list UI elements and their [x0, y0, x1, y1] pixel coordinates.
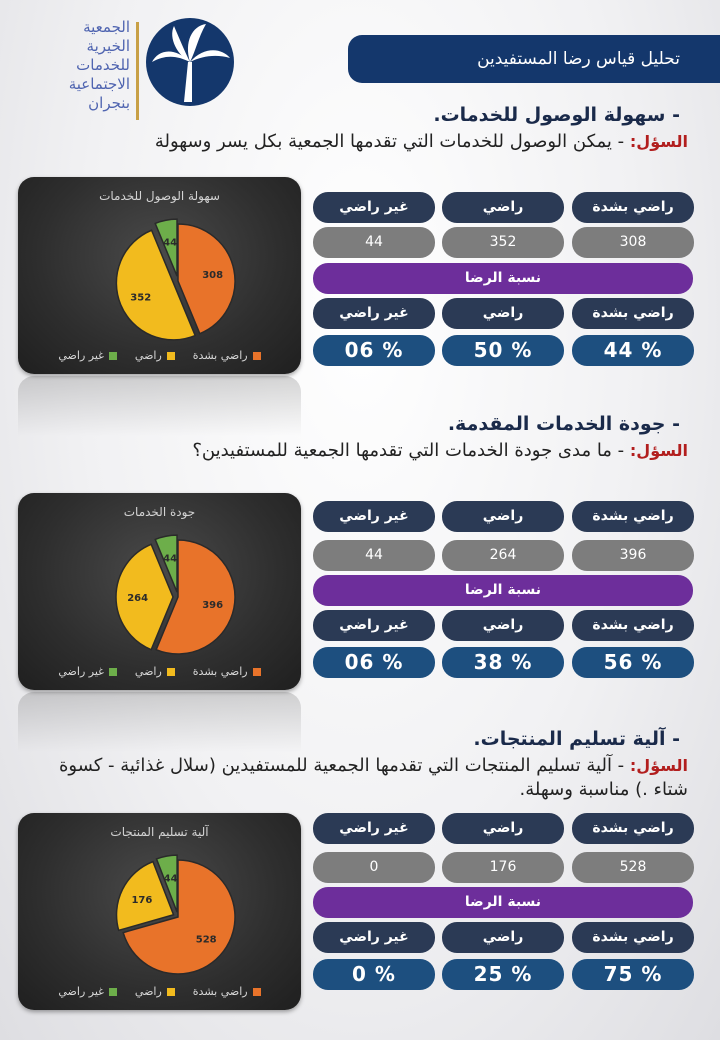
header-very-satisfied: راضي بشدة — [572, 922, 694, 953]
legend-item — [135, 985, 175, 998]
legend-swatch — [253, 352, 261, 360]
satisfaction-rate-band: نسبة الرضا — [313, 263, 693, 294]
legend-label: راضي — [134, 665, 162, 678]
pie-data-label: 396 — [202, 599, 224, 611]
header-satisfied: راضي — [442, 922, 564, 953]
legend-item — [135, 349, 175, 362]
pct-very-satisfied: % 56 — [572, 647, 694, 678]
satisfaction-rate-band: نسبة الرضا — [313, 575, 693, 606]
logo-line: للخدمات — [76, 56, 130, 74]
chart-title: جودة الخدمات — [123, 505, 196, 519]
legend-item — [193, 349, 261, 362]
pie-data-label: 44 — [163, 553, 178, 565]
count-not-satisfied: 44 — [313, 227, 435, 258]
pct-satisfied: % 50 — [442, 335, 564, 366]
chart-legend — [18, 665, 301, 678]
legend-item — [58, 665, 117, 678]
pie-chart — [18, 493, 301, 690]
pie-data-label: 44 — [163, 237, 178, 249]
header-not-satisfied: غير راضي — [313, 298, 435, 329]
legend-label: غير راضي — [58, 665, 104, 678]
legend-item — [193, 985, 261, 998]
legend-swatch — [253, 988, 261, 996]
legend-label: راضي بشدة — [192, 349, 248, 362]
legend-label: راضي — [134, 985, 162, 998]
header-satisfied: راضي — [442, 298, 564, 329]
section-title: - جودة الخدمات المقدمة. — [447, 413, 680, 435]
logo-text — [58, 18, 130, 113]
pct-satisfied: % 38 — [442, 647, 564, 678]
logo-line: بنجران — [88, 94, 130, 112]
chart-reflection — [18, 376, 301, 436]
header-very-satisfied: راضي بشدة — [572, 501, 694, 532]
count-not-satisfied: 0 — [313, 852, 435, 883]
legend-swatch — [167, 988, 175, 996]
legend-swatch — [109, 668, 117, 676]
legend-item — [193, 665, 261, 678]
question-text — [48, 439, 688, 463]
pie-data-label: 352 — [130, 292, 152, 304]
legend-label: غير راضي — [58, 349, 104, 362]
pie-data-label: 308 — [202, 270, 224, 282]
header-satisfied: راضي — [442, 813, 564, 844]
chart-legend — [18, 349, 301, 362]
legend-label: راضي بشدة — [192, 665, 248, 678]
pie-chart-card — [18, 493, 301, 690]
legend-label: راضي — [134, 349, 162, 362]
question-label: السؤل: — [629, 756, 688, 775]
legend-swatch — [253, 668, 261, 676]
pie-chart-card — [18, 177, 301, 374]
pct-satisfied: % 25 — [442, 959, 564, 990]
header-not-satisfied: غير راضي — [313, 192, 435, 223]
count-very-satisfied: 308 — [572, 227, 694, 258]
legend-item — [58, 985, 117, 998]
legend-label: راضي بشدة — [192, 985, 248, 998]
chart-reflection — [18, 692, 301, 752]
header-satisfied: راضي — [442, 192, 564, 223]
count-satisfied: 264 — [442, 540, 564, 571]
question-body: - ما مدى جودة الخدمات التي تقدمها الجمعية للمستفيدين؟ — [192, 440, 625, 461]
legend-swatch — [167, 352, 175, 360]
header-not-satisfied: غير راضي — [313, 501, 435, 532]
header-very-satisfied: راضي بشدة — [572, 192, 694, 223]
section-title: - سهولة الوصول للخدمات. — [433, 104, 680, 126]
pct-very-satisfied: % 44 — [572, 335, 694, 366]
count-very-satisfied: 396 — [572, 540, 694, 571]
logo-line: الاجتماعية — [68, 75, 130, 93]
count-satisfied: 352 — [442, 227, 564, 258]
legend-swatch — [109, 988, 117, 996]
pct-not-satisfied: % 06 — [313, 647, 435, 678]
logo-line: الجمعية — [83, 18, 130, 36]
question-label: السؤل: — [629, 441, 688, 460]
palm-emblem-icon — [144, 16, 236, 108]
header-not-satisfied: غير راضي — [313, 922, 435, 953]
pie-chart — [18, 177, 301, 374]
legend-swatch — [109, 352, 117, 360]
question-body: - يمكن الوصول للخدمات التي تقدمها الجمعية بكل يسر وسهولة — [154, 131, 625, 152]
header-very-satisfied: راضي بشدة — [572, 610, 694, 641]
question-label: السؤل: — [629, 132, 688, 151]
count-satisfied: 176 — [442, 852, 564, 883]
pie-chart-card — [18, 813, 301, 1010]
header-very-satisfied: راضي بشدة — [572, 813, 694, 844]
header-not-satisfied: غير راضي — [313, 610, 435, 641]
page-title-banner: تحليل قياس رضا المستفيدين — [348, 35, 720, 83]
satisfaction-rate-band: نسبة الرضا — [313, 887, 693, 918]
pct-not-satisfied: % 0 — [313, 959, 435, 990]
pct-very-satisfied: % 75 — [572, 959, 694, 990]
header-very-satisfied: راضي بشدة — [572, 298, 694, 329]
pie-data-label: 176 — [131, 895, 153, 907]
count-not-satisfied: 44 — [313, 540, 435, 571]
section-title: - آلية تسليم المنتجات. — [473, 728, 680, 750]
pie-chart — [18, 813, 301, 1010]
pie-data-label: 44 — [163, 873, 178, 885]
count-very-satisfied: 528 — [572, 852, 694, 883]
header-not-satisfied: غير راضي — [313, 813, 435, 844]
legend-swatch — [167, 668, 175, 676]
pie-data-label: 264 — [127, 593, 149, 604]
question-text — [48, 754, 688, 802]
header-satisfied: راضي — [442, 501, 564, 532]
chart-title: آلية تسليم المنتجات — [110, 825, 209, 839]
header-satisfied: راضي — [442, 610, 564, 641]
legend-item — [135, 665, 175, 678]
legend-item — [58, 349, 117, 362]
pct-not-satisfied: % 06 — [313, 335, 435, 366]
pie-data-label: 528 — [195, 934, 217, 946]
logo-line: الخيرية — [86, 37, 130, 55]
chart-title: سهولة الوصول للخدمات — [99, 189, 220, 203]
legend-label: غير راضي — [58, 985, 104, 998]
question-text — [48, 130, 688, 154]
chart-legend — [18, 985, 301, 998]
question-body: - آلية تسليم المنتجات التي تقدمها الجمعية للمستفيدين (سلال غذائية - كسوة شتاء .) مناسبة وسهلة. — [58, 755, 688, 800]
